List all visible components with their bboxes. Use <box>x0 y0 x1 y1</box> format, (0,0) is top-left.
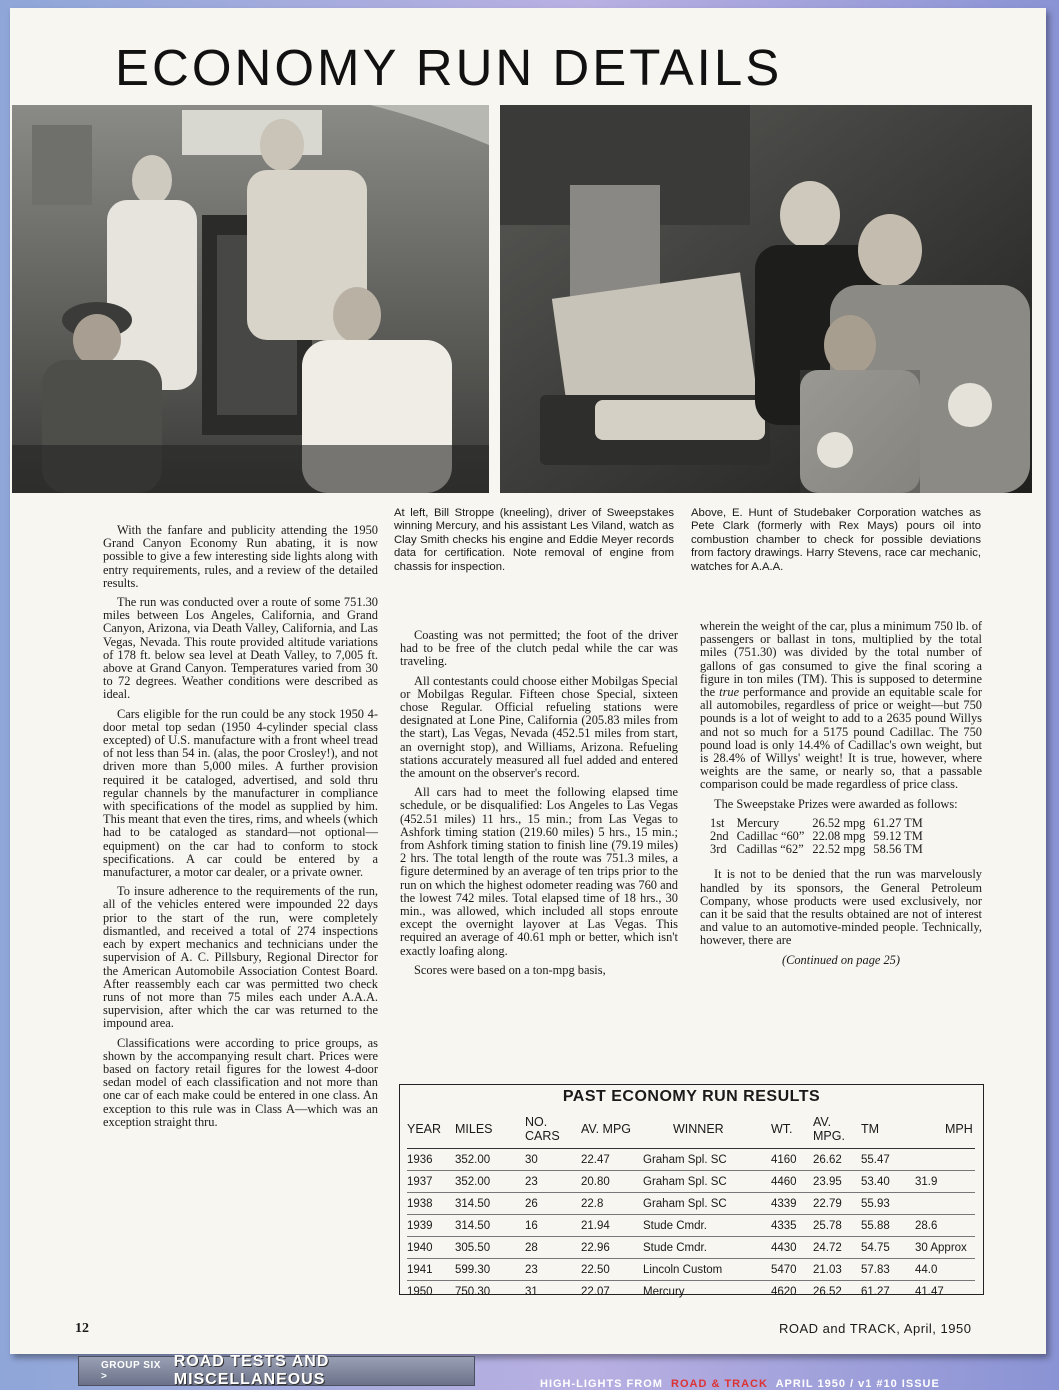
paragraph: Scores were based on a ton-mpg basis, <box>414 962 606 977</box>
results-cell: 22.47 <box>581 1149 643 1171</box>
col-header: YEAR <box>407 1111 455 1149</box>
results-row <box>407 1215 975 1237</box>
prize-row <box>710 843 931 856</box>
results-cell: Graham Spl. SC <box>643 1171 771 1193</box>
results-cell: 352.00 <box>455 1149 525 1171</box>
section-tab <box>78 1353 475 1388</box>
results-cell: 53.40 <box>861 1171 915 1193</box>
results-cell: 21.03 <box>813 1259 861 1281</box>
results-row <box>407 1281 975 1303</box>
prize-mpg: 26.52 mpg <box>812 815 866 830</box>
results-cell: 22.8 <box>581 1193 643 1215</box>
prize-car: Cadillac “60” <box>736 829 805 844</box>
results-cell: 23 <box>525 1259 581 1281</box>
results-table <box>407 1111 975 1302</box>
prize-car: Cadillas “62” <box>736 842 804 857</box>
results-cell: 1950 <box>407 1285 433 1298</box>
results-cell: 4430 <box>771 1237 813 1259</box>
results-cell: Mercury <box>643 1285 685 1298</box>
results-cell: 4335 <box>771 1215 813 1237</box>
results-cell: 28 <box>525 1237 581 1259</box>
results-cell: 22.79 <box>813 1193 861 1215</box>
results-cell: 4160 <box>771 1149 813 1171</box>
results-cell: 57.83 <box>861 1259 915 1281</box>
article-column-1 <box>103 524 378 1135</box>
magazine-page <box>10 8 1046 1354</box>
results-cell <box>915 1149 975 1171</box>
results-cell: 55.47 <box>861 1149 915 1171</box>
strip-prefix: HIGH-LIGHTS FROM <box>540 1378 663 1390</box>
section-title: ROAD TESTS AND MISCELLANEOUS <box>173 1353 330 1388</box>
col-header: NO. CARS <box>525 1111 581 1149</box>
results-cell: 55.93 <box>861 1193 915 1215</box>
results-cell: 305.50 <box>455 1237 525 1259</box>
paragraph: All cars had to meet the following elapsed time schedule, or be disqualified: Los Angeles to Las Vegas (452.51 miles) 11 hrs., 15 min.; from Las Vegas to Ashfork timing station (219.60 miles) 5 hrs., 15 min.; from Ashfork timing station to finish line (79.19 miles) 2 hrs. The total length of the route was 751.3 miles, a figure determined by an average of ten trips prior to the run on which the highest odometer reading was 760 and the lowest 742 miles. Total elapsed time of 18 hrs., 30 min., was allowed, which included all stops enroute except the overnight layover at Las Vegas. This required an average of 40.61 mph or better, which isn't exactly loafing along. <box>400 785 678 958</box>
paragraph <box>700 620 982 792</box>
results-cell: 41.47 <box>915 1285 944 1298</box>
results-cell: 352.00 <box>455 1171 525 1193</box>
results-cell: 1940 <box>407 1237 455 1259</box>
footer-strip <box>540 1378 940 1390</box>
article-column-2 <box>400 629 678 983</box>
paragraph: Coasting was not permitted; the foot of the driver had to be free of the clutch pedal while the car was traveling. <box>400 628 678 669</box>
results-cell: 314.50 <box>455 1193 525 1215</box>
results-cell <box>915 1193 975 1215</box>
col-header: WINNER <box>643 1111 771 1149</box>
results-cell: 31.9 <box>915 1171 975 1193</box>
results-cell: 23 <box>525 1171 581 1193</box>
results-cell: 4460 <box>771 1171 813 1193</box>
results-cell: 1937 <box>407 1171 455 1193</box>
continued-note: (Continued on page 25) <box>781 952 901 967</box>
strip-suffix: APRIL 1950 / v1 #10 ISSUE <box>775 1378 940 1390</box>
prize-mpg: 22.08 mpg <box>812 829 866 844</box>
results-cell: 55.88 <box>861 1215 915 1237</box>
page-number: 12 <box>75 1321 89 1336</box>
col-header: AV. MPG. <box>813 1111 861 1149</box>
prize-tm: 61.27 TM <box>873 815 923 830</box>
photo-caption-left: At left, Bill Stroppe (kneeling), driver of Sweepstakes winning Mercury, and his assistant Les Viland, watch as Clay Smith checks his engine and Eddie Meyer records data for certification. Note removal of engine from chassis for inspection. <box>394 507 674 573</box>
results-cell: 750.30 <box>455 1285 491 1298</box>
results-cell: 1941 <box>407 1259 455 1281</box>
past-economy-run-results <box>399 1084 984 1298</box>
paragraph: The run was conducted over a route of some 751.30 miles between Los Angeles, California, and Grand Canyon, Arizona, via Death Valley, California, and Las Vegas, Nevada. This route provided altitude variations of 178 ft. below sea level at Death Valley, to 7,005 ft. above at Grand Canyon. Temperatures varied from 30 to 72 degrees. Weather conditions were described as ideal. <box>103 595 378 702</box>
section-label: GROUP SIX > <box>101 1360 161 1382</box>
emphasis: true <box>719 685 740 700</box>
col-header: AV. MPG <box>581 1111 643 1149</box>
results-cell: 4620 <box>771 1285 797 1298</box>
results-cell: Graham Spl. SC <box>643 1193 771 1215</box>
results-cell: 4339 <box>771 1193 813 1215</box>
prize-place: 1st <box>710 815 725 830</box>
headline: ECONOMY RUN DETAILS <box>115 39 783 96</box>
results-cell: Lincoln Custom <box>643 1259 771 1281</box>
results-row <box>407 1149 975 1171</box>
photo-engine-inspection <box>12 105 489 493</box>
paragraph: With the fanfare and publicity attending the 1950 Grand Canyon Economy Run abating, it is now possible to give a few interesting side lights along with entry requirements, rules, and a review of the detailed results. <box>103 523 378 590</box>
results-cell: 61.27 <box>861 1285 890 1298</box>
results-row <box>407 1171 975 1193</box>
results-cell: 1939 <box>407 1215 455 1237</box>
results-cell: 30 Approx <box>915 1237 975 1259</box>
sweepstake-prizes-table <box>710 817 931 857</box>
results-cell: 21.94 <box>581 1215 643 1237</box>
prize-place: 2nd <box>710 829 729 844</box>
photo-caption-right: Above, E. Hunt of Studebaker Corporation watches as Pete Clark (formerly with Rex Mays) pours oil into combustion chamber to check for possible deviations from factory drawings. Harry Stevens, race car mechanic, watches for A.A.A. <box>691 507 981 573</box>
col-header: WT. <box>771 1111 813 1149</box>
results-cell: Stude Cmdr. <box>643 1215 771 1237</box>
results-row <box>407 1259 975 1281</box>
magazine-folio: ROAD and TRACK, April, 1950 <box>779 1321 972 1336</box>
results-cell: 30 <box>525 1149 581 1171</box>
results-cell: 1936 <box>407 1149 455 1171</box>
results-cell: 26 <box>525 1193 581 1215</box>
results-cell: 22.07 <box>581 1285 610 1298</box>
results-row <box>407 1193 975 1215</box>
results-cell: 44.0 <box>915 1259 975 1281</box>
results-cell: 25.78 <box>813 1215 861 1237</box>
results-row <box>407 1237 975 1259</box>
results-cell: Stude Cmdr. <box>643 1237 771 1259</box>
results-cell: 26.52 <box>813 1285 842 1298</box>
results-title: PAST ECONOMY RUN RESULTS <box>562 1088 821 1105</box>
prize-mpg: 22.52 mpg <box>812 842 866 857</box>
prize-car: Mercury <box>736 815 780 830</box>
paragraph: All contestants could choose either Mobilgas Special or Mobilgas Regular. Fifteen chose Special, sixteen chose Regular. Official refueling stations were designated at Lone Pine, California (205.83 miles from the start), Las Vegas, Nevada (452.51 miles from start, an overnight stop), and Williams, Arizona. Refueling stations accurately measured all fuel added and entered the amount on the observer's record. <box>400 673 678 781</box>
article-column-3 <box>700 620 982 967</box>
results-cell: 20.80 <box>581 1171 643 1193</box>
text-run: wherein the weight of the car, plus a minimum 750 lb. of passengers or ballast in tons, multiplied by the total miles (751.30) was divided by the total number of gallons of gas consumed to give the final scoring a figure in ton miles (TM). This is supposed to determine the <box>700 619 983 700</box>
results-cell: 22.96 <box>581 1237 643 1259</box>
prize-tm: 58.56 TM <box>873 842 923 857</box>
results-cell: 16 <box>525 1215 581 1237</box>
results-cell: Graham Spl. SC <box>643 1149 771 1171</box>
results-cell: 314.50 <box>455 1215 525 1237</box>
results-cell: 54.75 <box>861 1237 915 1259</box>
paragraph: Classifications were according to price groups, as shown by the accompanying result chart. Prices were based on factory retail figures for the lowest 4-door sedan model of each classification and not more than one car of each make could be entered in one class. An exception to this rule was in Class A—which was an exception straight thru. <box>103 1035 378 1129</box>
results-cell: 5470 <box>771 1259 813 1281</box>
paragraph: To insure adherence to the requirements of the run, all of the vehicles entered were impounded 22 days prior to the start of the run, were completely dismantled, and received a total of 274 inspections each by expert mechanics and technicians under the supervision of A. C. Pillsbury, Regional Director for the American Automobile Association Contest Board. After reassembly each car was permitted two check runs of not more than 75 miles each under A.A.A. supervision, after which the car was returned to the impound area. <box>103 884 378 1031</box>
results-cell: 26.62 <box>813 1149 861 1171</box>
strip-brand: ROAD & TRACK <box>671 1378 768 1390</box>
col-header: MILES <box>455 1111 525 1149</box>
results-cell: 24.72 <box>813 1237 861 1259</box>
paragraph: It is not to be denied that the run was marvelously handled by its sponsors, the General Petroleum Company, whose products were used exclusively, nor can it be said that the results obtained are not of interest and value to an automotive-minded people. Technically, however, there are <box>700 867 982 948</box>
results-cell: 28.6 <box>915 1215 975 1237</box>
col-header: MPH <box>915 1111 975 1149</box>
results-cell: 599.30 <box>455 1259 525 1281</box>
results-header-row <box>407 1111 975 1149</box>
results-cell: 31 <box>525 1285 538 1298</box>
paragraph: The Sweepstake Prizes were awarded as follows: <box>714 796 958 811</box>
prize-place: 3rd <box>710 842 727 857</box>
paragraph: Cars eligible for the run could be any stock 1950 4-door metal top sedan (1950 4-cylinder special class excepted) of U.S. manufacture with a front wheel tread of not less than 54 in. (alas, the poor Crosley!), and not driven more than 5,000 miles. A further provision required it be cataloged, advertised, and sold thru regular channels by the manufacturer in compliance with specifications of the model as supplied by him. This meant that even the tires, rims, and wheels (which had to be cataloged as standard—not optional—equipment) on the car had to conform to stock specifications. A car could be entered by a manufacturer, a motor car dealer, or a private owner. <box>103 706 378 880</box>
text-run: performance and provide an equitable scale for all automobiles, regardless of price or weight—but 750 pounds is a lot of weight to add to a 2635 pound Willys and not so much for a 5175 pound Cadillac. The 750 pound load is only 14.4% of Cadillac's own weight, but is 28.4% of Willys' weight! It is true, however, where weights are the same, or nearly so, that a passable comparison could be made regardless of price class. <box>700 685 982 792</box>
photo-combustion-chamber-check <box>500 105 1032 493</box>
prize-tm: 59.12 TM <box>873 829 923 844</box>
col-header: TM <box>861 1111 915 1149</box>
results-cell: 1938 <box>407 1193 455 1215</box>
results-cell: 23.95 <box>813 1171 861 1193</box>
results-cell: 22.50 <box>581 1259 643 1281</box>
